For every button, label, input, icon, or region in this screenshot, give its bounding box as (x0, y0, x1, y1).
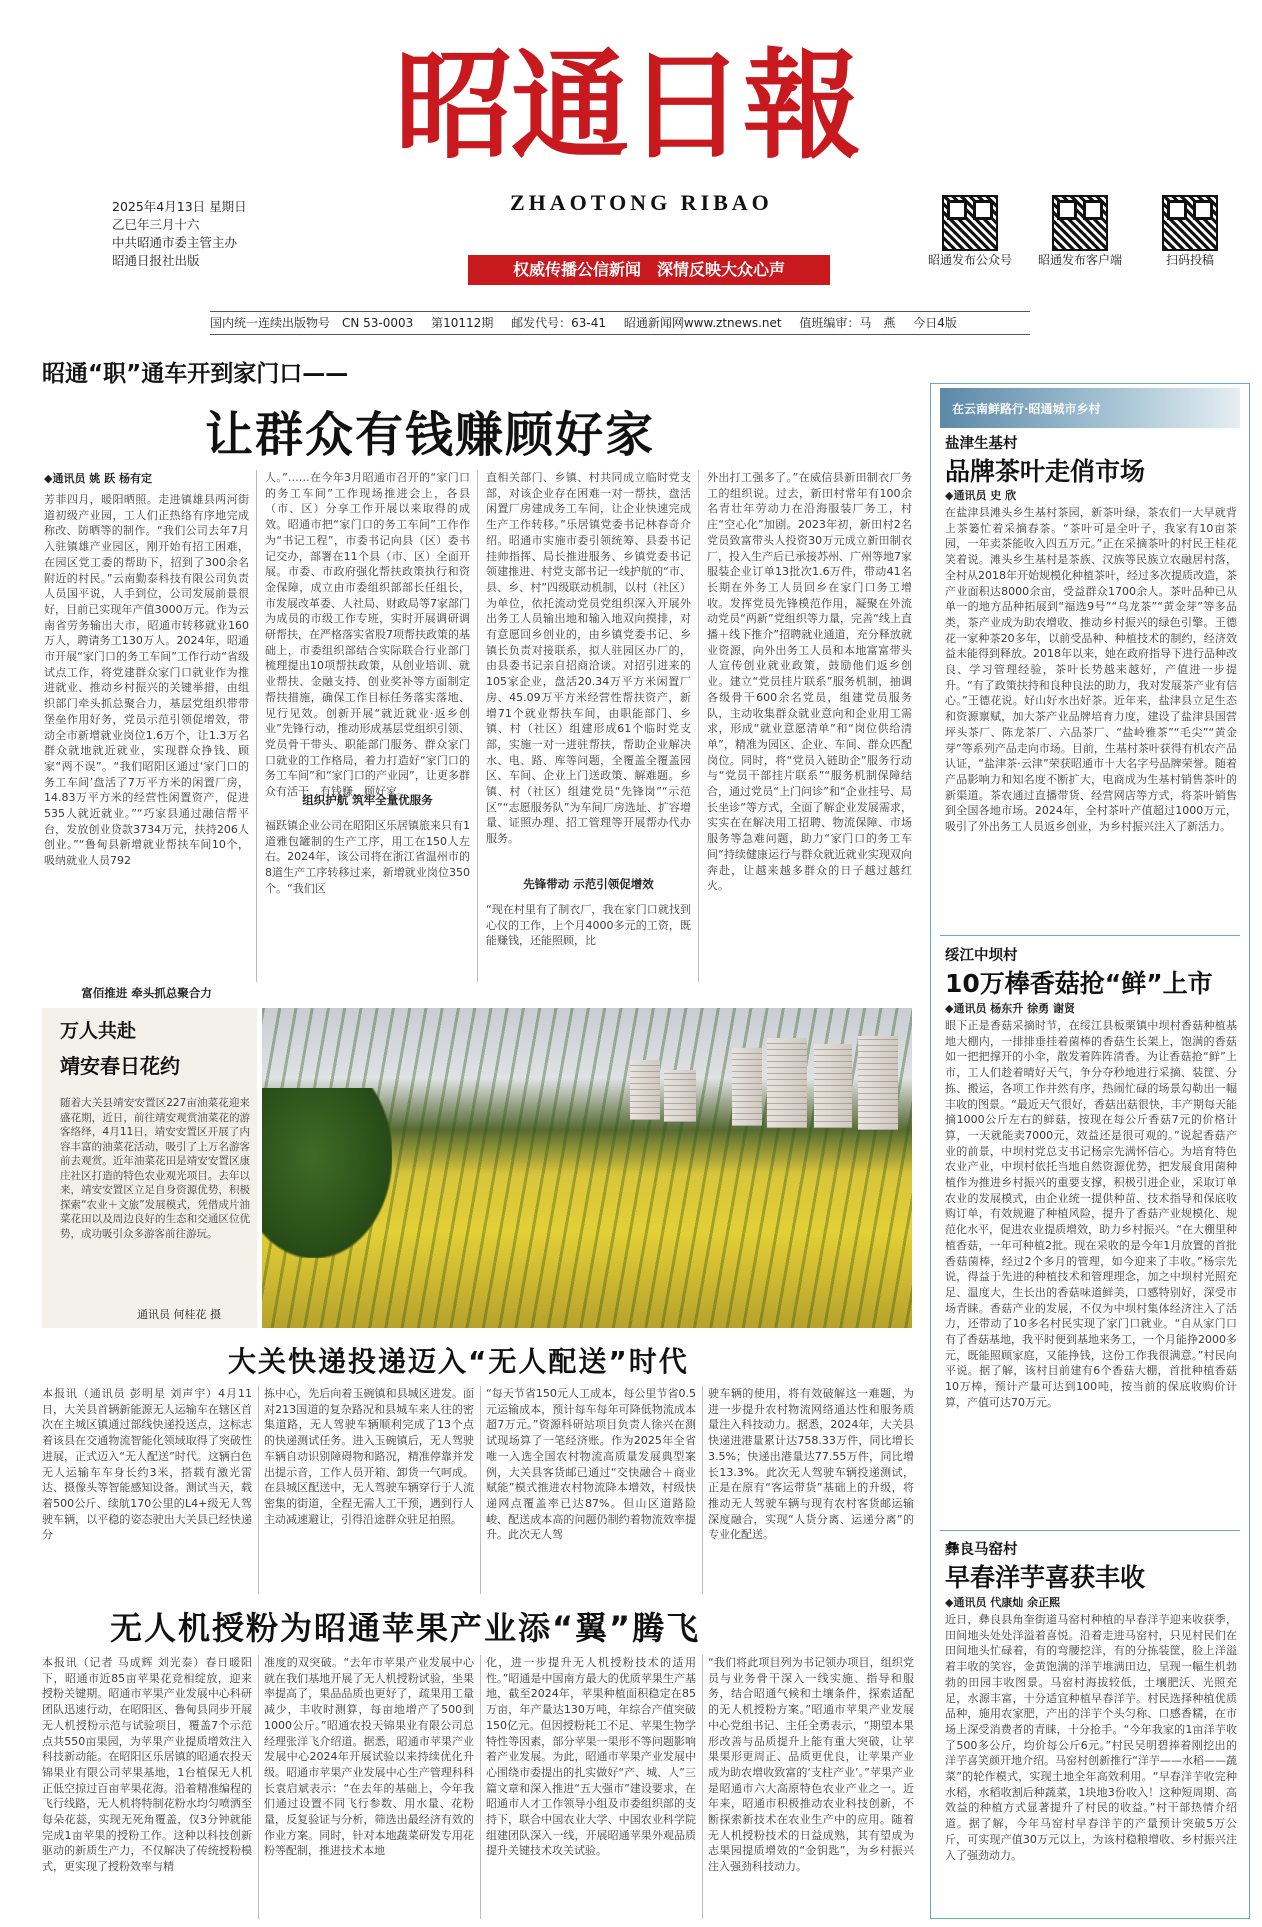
column-divider (258, 1386, 259, 1594)
qr-code-icon[interactable] (1162, 195, 1218, 251)
masthead-logo: 昭通日報 (395, 36, 860, 175)
website-link[interactable]: 昭通新闻网www.ztnews.net (623, 316, 782, 330)
issue-number: 第10112期 (431, 316, 494, 330)
lead-col-4 (707, 470, 912, 982)
lead-col-3b-text: “现在村里有了制衣厂，我在家门口就找到心仪的工作，上个月4000多元的工资，既能赚钱，还能照顾，比 (486, 903, 691, 948)
story3-byline: ◆通讯员 代康灿 余正熙 (945, 1596, 1061, 1609)
building (858, 1036, 898, 1130)
delivery-col-2: 拣中心，先后向着玉碗镇和县城区进发。面对213国道的复杂路况和县城车来人往的密集道路，无人驾驶车辆顺利完成了13个点的快递测试任务。进入玉碗镇后，无人驾驶车辆自动识别障碍物和路况，精准停靠并发出提示音，工作人员开箱、卸货一气呵成。在县城区配送中，无人驾驶车辆穿行于人流密集的街道，全程无需人工干预，遇到行人主动减速避让，引得沿途群众驻足拍照。 (264, 1387, 474, 1526)
story3-kicker: 彝良马窑村 (945, 1542, 1018, 1558)
column-divider (477, 470, 478, 982)
issn: 国内统一连续出版物号 CN 53-0003 (210, 316, 414, 330)
story1-byline: ◆通讯员 史 欣 (945, 489, 1017, 502)
slogan-banner: 权威传播公信新闻 深情反映大众心声 (468, 255, 830, 285)
sponsor-line: 中共昭通市委主管主办 (112, 235, 238, 250)
story2-body: 眼下正是香菇采摘时节，在绥江县板栗镇中坝村香菇种植基地大棚内，一排排垂挂着菌棒的香菇生长架上，饱满的香菇如一把把撑开的小伞，散发着阵阵清香。为让香菇抢“鲜”上市，工人们趁着晴好天气，争分夺秒地进行采摘、装筐、分拣、搬运，各项工作井然有序，热闹忙碌的场景勾勒出一幅丰收的图景。“最近天气很好，香菇出菇很快，丰产期每天能摘1000公斤左右的鲜菇，按现在每公斤香菇7元的价格计算，一天就能卖7000元，效益还是很可观的。”说起香菇产业的前景，中坝村党总支书记杨宗先满怀信心。为培育特色农业产业，中坝村依托当地自然资源优势，把发展食用菌种植作为推进乡村振兴的重要支撑，积极引进企业，采取订单农业的发展模式，由企业统一提供种苗、技术指导和保底收购订单，有效规避了种植风险，提升了香菇产业规模化、规范化水平，促进农业提质增效，助力乡村振兴。“在大棚里种植香菇，一年可种植2批。现在采收的是今年1月放置的首批香菇菌棒，经过2个多月的管理，如今迎来了丰收。”杨宗先说，得益于先进的种植技术和管理理念，加之中坝村光照充足、温度大，生长出的香菇味道鲜美，口感特别好，深受市场青睐。香菇产业的发展，不仅为中坝村集体经济注入了活力，还带动了10多名村民实现了家门口就业。“自从家门口有了香菇基地，我平时便到基地来务工，一个月能挣2000多元，既能照顾家庭，又能挣钱，这份工作我很满意。”村民向平说。据了解，该村目前建有6个香菇大棚，首批种植香菇10万棒，预计产量可达到100吨，按当前的保底收购价计算，产值可达70万元。 (945, 1019, 1237, 1409)
column-divider (258, 1655, 259, 1919)
lead-byline: ◆通讯员 姚 跃 杨有定 (44, 472, 152, 485)
lead-col-3b (486, 902, 691, 982)
column-divider (256, 470, 257, 982)
building (630, 1060, 660, 1120)
photo-kicker: 万人共赴 (60, 1020, 137, 1042)
masthead-pinyin: ZHAOTONG RIBAO (510, 190, 773, 215)
building (664, 1070, 696, 1122)
lead-kicker: 昭通“职”通车开到家门口—— (42, 361, 349, 387)
sidebar-divider (940, 935, 1240, 936)
page-count: 今日4版 (913, 316, 957, 330)
building (814, 1044, 852, 1128)
story1-body: 在盐津县滩头乡生基村茶园，新茶叶绿，茶农们一大早就背上茶篓忙着采摘春茶。“茶叶可是全叶子，我家有10亩茶园，一年卖茶能收入四五万元。”正在采摘茶叶的村民王桂花笑着说。滩头乡生基村是茶族、汉族等民族立农融居村落，全村从2018年开始规模化种植茶叶，经过多次提质改造，茶产业面积达8000余亩，受益群众1700余人。茶叶品种已从单一的地方品种拓展到“福选9号”“乌龙茶”“黄金芽”等多品类，茶产业成为助农增收、推动乡村振兴的绿色引擎。王德花一家种茶20多年，以前受品种、种植技术的制约，经济效益未能得到释放。2018年以来，她在政府指导下进行品种改良、学习管理经验，茶叶长势越来越好，产值进一步提升。“有了政策扶持和良种良法的助力，我对发展茶产业有信心。”王德花说。好山好水出好茶。近年来，盐津县立足生态和资源禀赋，加大茶产业品牌培育力度，建设了盐津县国营坪头茶厂、陈龙茶厂、六品茶厂、“盐岭雅茶”“毛尖”“黄金芽”等系列产品走向市场。目前，生基村茶叶获得有机农产品认证，“盐津茶·云津”荣获昭通市十大名字号品牌荣誉。随着产品影响力和知名度不断扩大，电商成为生基村销售茶叶的新渠道。茶农通过直播带货、经营网店等方式，将茶叶销售到全国各地市场。2024年，全村茶叶产值超过1000万元，吸引了外出务工人员返乡创业，为乡村振兴注入了新活力。 (945, 506, 1237, 834)
delivery-col-3: “每天节省150元人工成本，每公里节省0.5元运输成本，预计每车每年可降低物流成本超7万元。”资源科研站项目负责人徐兴在测试现场算了一笔经济账。作为2025年全省唯一入选全国农村物流高质量发展典型案例，大关县客货邮已通过“交快融合＋商业赋能”模式推进农村物流降本增效，村级快递网点覆盖率已达87%。但山区道路险峻、配送成本高的问题仍制约着物流效率提升。此次无人驾 (486, 1387, 696, 1542)
sidebar-divider (940, 1530, 1240, 1531)
lunar-date: 乙巳年三月十六 (112, 217, 200, 232)
column-divider (480, 1655, 481, 1919)
rapeseed-field-photo (262, 1008, 912, 1328)
story2-kicker: 绥江中坝村 (945, 948, 1018, 964)
qr-group-1[interactable] (915, 195, 1025, 268)
postal-code: 邮发代号：63-41 (511, 316, 607, 330)
story2-headline: 10万棒香菇抢“鲜”上市 (945, 969, 1213, 998)
story2-byline: ◆通讯员 杨东升 徐勇 谢贤 (945, 1002, 1075, 1015)
lead-subhead-3: 先锋带动 示范引领促增效 (523, 877, 654, 891)
building (732, 1048, 762, 1126)
column-divider (702, 1655, 703, 1919)
lead-col-2-text: 人。”……在今年3月昭通市召开的“家门口的务工车间”工作现场推进会上，各县（市、区）分享工作开展以来取得的成效。昭通市把“家门口的务工车间”工作作为“书记工程”，市委书记向县（区）委书记交办，部署在11个县（市、区）全面开展。市委、市政府强化帮扶政策执行和资金保障，成立由市委组织部部长任组长，市发展改革委、人社局、财政局等7家部门为成员的市级工作专班，实时开展调研调研帮扶，在严格落实省股7项帮扶政策的基础上，市委组织部结合实际联合行业部门梳理提出10项帮扶政策，从创业培训、就业帮扶、金融支持、创业奖补等方面制定帮扶措施，确保工作目标任务落实落地、见行见效。创新开展“就近就业·返乡创业”先锋行动，推动形成基层党组织引领、党员骨干带头、职能部门服务、群众家门口就业的工作格局，着力打造好“家门口的务工车间”和“家门口的产业园”，让更多群众有活干、有钱赚、顾好家。 (265, 471, 470, 799)
info-bar (210, 311, 1030, 335)
column-divider (702, 1386, 703, 1594)
lead-col-1 (44, 492, 249, 980)
lead-subhead-1: 富佰推进 牵头抓总聚合力 (81, 986, 212, 1000)
drone-headline: 无人机授粉为昭通苹果产业添“翼”腾飞 (110, 1609, 701, 1647)
lead-subhead-2: 组织护航 筑牢全量优服务 (302, 793, 433, 807)
story3-headline: 早春洋芋喜获丰收 (945, 1563, 1146, 1592)
delivery-col-4: 驶车辆的使用，将有效破解这一难题，为进一步提升农村物流网络通达性和服务质量注入科技动力。据悉，2024年，大关县快递进港量累计达758.33万件，同比增长3.5%；快递出港量达77.55万件，同比增长13.3%。此次无人驾驶车辆投递测试，正是在原有“客运带货”基础上的升级，将推动无人驾驶车辆与现有农村客货邮运输深度融合，实现“人货分离、运递分离”的专业化配送。 (708, 1387, 914, 1542)
qr-label: 昭通发布客户端 (1037, 253, 1122, 267)
tree-cluster (262, 1088, 392, 1258)
drone-col-4: “我们将此项目列为书记领办项目，组织党员与业务骨干深入一线实施、指导和服务，结合昭通气候和土壤条件，探索适配的无人机授粉方案。”昭通市苹果产业发展中心党组书记、主任全勇表示，“期望本果形改善与品质提升上能有重大突破，让苹果果形更周正、品质更优良，让苹果产业成为助农增收致富的‘支柱产业’。”苹果产业是昭通市六大高原特色农业产业之一。近年来，昭通市积极推动农业科技创新，不断探索新技术在农业生产中的应用。随着无人机授粉技术的日益成熟，其有望成为志果园提质增效的“金钥匙”，为乡村振兴注入强劲科技动力。 (708, 1656, 914, 1874)
building (767, 1038, 807, 1128)
story1-headline: 品牌茶叶走俏市场 (945, 457, 1146, 486)
drone-col-2: 准度的双突破。“去年市苹果产业发展中心就在我们基地开展了无人机授粉试验，坐果率提高了，果品品质也更好了，疏果用工量减少，丰收时测算，每亩地增产了500到1000公斤。”昭通农投天锦果业有限公司总经理张洋飞介绍道。据悉，昭通市苹果产业发展中心2024年开展试验以来持续优化升级。昭通市苹果产业发展中心生产管理科科长袁启斌表示：“在去年的基础上，今年我们通过设置不同飞行参数、用水量、花粉量，反复验证与分析，筛选出最经济有效的作业方案。同时，针对本地蔬菜研发专用花粉等配制，推进技术本地 (264, 1656, 474, 1858)
photo-headline: 靖安春日花约 (60, 1054, 180, 1078)
masthead-info (112, 198, 372, 270)
drone-col-3: 化，进一步提升无人机授粉技术的适用性。”昭通是中国南方最大的优质苹果生产基地，截至2024年，苹果种植面积稳定在85万亩，年产量达130万吨，年综合产值突破150亿元。但因授粉耗工不足、苹果生物学特性等因素，部分苹果一果形不等问题影响着产业发展。为此，昭通市苹果产业发展中心围绕市委提出的扎实做好“产、城、人”三篇文章和深入推进“五大强市”建设要求，在昭通市人才工作领导小组及市委组织部的支持下，联合中国农业大学、中国农业科学院组建团队深入一线，开展昭通苹果外观品质提升关键技术攻关试验。 (486, 1656, 696, 1858)
lead-col-4-text: 外出打工强多了。”在威信县新田制衣厂务工的组织说。过去，新田村常年有100余名青壮年劳动力在沿海服装厂务工，村庄“空心化”加剧。2023年初，新田村2名党员致富带头人投资30万元成立新田制衣厂，投入生产后已承接苏州、广州等地7家服装企业订单13批次1.6万件，带动41名长期在外务工人员回乡在家门口务工增收。发挥党员先锋模范作用，凝聚在外流动党员“两新”党组织等力量，完善“线上直播＋线下推介”招聘就业通道，充分释放就业资源，向外出务工人员和本地富富带头人宣传创业就业政策，鼓励他们返乡创业。建立“党员挂片联系”服务机制，抽调各级骨干600余名党员，组建党员服务队，主动收集群众就业意向和企业用工需求，形成“就业意愿清单”和“岗位供给清单”，精准为园区、企业、车间、群众匹配岗位。同时，将“党员入链助企”服务行动与“党员干部挂片联系”“服务机制保障结合，通过党员“上门问诊”和“企业挂号、局长坐诊”等方式，全面了解企业发展需求，实实在在解决用工招聘、物流保障、市场服务等急难问题，助力“家门口的务工车间”持续健康运行与群众就近就业实现双向奔赴，让越来越多群众的日子越过越红火。 (707, 471, 912, 893)
lead-col-3-text: 直相关部门、乡镇、村共同成立临时党支部，对该企业存在困难一对一帮扶，盘活闲置厂房建成务工车间，让企业快速完成生产工作转移。”乐居镇党委书记林春奇介绍。昭通市实施市委引领统筹、县委书记挂帅指挥、局长推进服务、乡镇党委书记领建推进、村党支部书记一线护航的“市、县、乡、村”四级联动机制，以村（社区）为单位，依托流动党员党组织深入开展外出务工人员输出地和输入地双向摸排，对有意愿回乡创业的，由乡镇党委书记、乡镇长负责对接联系，拟人驻园区办厂的，由县委书记亲自招商洽谈。对招引进来的105家企业，盘活20.34万平方米闲置厂房、45.09万平方米经营性帮扶资产，新增71个就业帮扶车间，由职能部门、乡镇、村（社区）组建形成61个临时党支部，实施一对一进驻帮扶，帮助企业解决水、电、路、库等问题，全覆盖全覆盖园区、车间、企业上门送政策、解难题。乡镇、村（社区）组建党员“先锋岗”“示范区”“志愿服务队”为车间厂房选址、扩容增量、证照办理、招工管理等开展帮办代办服务。 (486, 471, 691, 846)
photo-caption: 随着大关县靖安安置区227亩油菜花迎来盛花期，近日，前往靖安观赏油菜花的游客络绎，4月11日，靖安安置区开展了内容丰富的油菜花活动，吸引了上万名游客前去观赏。近年油菜花田是靖安安置区康庄社区打造的特色农业观光项目。去年以来，靖安安置区立足自身资源优势，积极探索“农业＋文旅”发展模式，凭借成片油菜花田以及周边良好的生态和交通区位优势，成功吸引众多游客前往游玩。 (60, 1097, 250, 1240)
lead-col-2 (265, 470, 470, 799)
lead-col-2b-text: 福跃镇企业公司在昭阳区乐居镇旅来只有1道雅包罐制的生产工序，用工在150人左右。2024年，该公司将在浙江省温州市的8道生产工序转移过来，新增就业岗位350个。“我们区 (265, 819, 470, 895)
sidebar-banner-text: 在云南鲜路行·昭通城市乡村 (952, 402, 1101, 416)
column-divider (480, 1386, 481, 1594)
drone-col-1: 本报讯（记者 马成辉 刘光泰）春日暖阳下，昭通市近85亩苹果花竞相绽放，迎来授粉关键期。昭通市苹果产业发展中心科研团队迅速行动，在昭阳区、鲁甸县同步开展无人机授粉示范与试验项目，覆盖7个示范点共550亩果园，为苹果产业提质增效注入科技新动能。在昭阳区乐居镇的昭通农投天锦果业有限公司苹果基地，1台植保无人机正低空掠过百亩苹果花海。沿着精准编程的飞行线路，无人机将特制花粉水均匀喷洒至每朵花蕊，实现无死角覆盖，仅3分钟就能完成1亩苹果的授粉工作。这种以科技创新驱动的新质生产力，不仅解决了传统授粉模式，更实现了授粉效率与精 (42, 1656, 252, 1874)
qr-group-2[interactable] (1025, 195, 1135, 268)
sidebar-banner (940, 388, 1240, 428)
delivery-headline: 大关快递投递迈入“无人配送”时代 (228, 1345, 689, 1378)
lead-col-2b (265, 818, 470, 982)
story1-kicker: 盐津生基村 (945, 436, 1018, 452)
lead-col-1-text: 芳菲四月，暖阳晒照。走进镇雄县两河街道初级产业园，工人们正热络有序地完成称改、防晒等的制作。“我们公司去年7月入驻镇雄产业园区，刚开始有招工困难，在园区党工委的帮助下，招到了300余名附近的村民。”云南勤泰科技有限公司负责人员国平说，人手到位，公司发展前景很好，目前已实现年产值3000万元。作为云南省劳务输出大市，昭通市转移就业160万人，聘请务工130万人。2024年，昭通市开展“家门口的务工车间”工作行动“省级试点工作，将党建群众家门口就业作为推进就业、推动乡村振兴的关键举措，由组织部门牵头抓总聚合力，基层党组织带带堡垒作用好务，党员示范引领促增效，带动全市新增就业岗位1.6万个，让1.3万名群众就地就近就业，实现群众挣钱、顾家“两不误”。“我们昭阳区通过‘家门口的务工车间’盘活了7万平方米的闲置厂房，14.83万平方米的经营性闲置资产，促进535人就近就业。”“巧家县通过融信帮平台，发放创业贷款3734万元，扶持206人创业。”“鲁甸县新增就业帮扶车间10个，吸纳就业人员792 (44, 493, 249, 868)
photo-credit: 通讯员 何桂花 摄 (137, 1308, 221, 1321)
qr-group-3[interactable] (1135, 195, 1245, 268)
publisher-line: 昭通日报社出版 (112, 253, 200, 268)
photo-caption-box (42, 1008, 257, 1328)
qr-label: 昭通发布公众号 (927, 253, 1012, 267)
story3-body: 近日，彝良县角奎街道马窑村种植的早春洋芋迎来收获季，田间地头处处洋溢着喜悦。沿着走进马窑村，只见村民们在田间地头忙碌着，有的弯腰挖洋，有的分拣装筐，脸上洋溢着丰收的笑容，金黄饱满的洋芋堆满田边，呈现一幅生机勃勃的田园丰收图景。马窑村海拔较低，土壤肥沃、光照充足，水源丰富，十分适宜种植早春洋芋。村民选择种植优质品种，施用农家肥，产出的洋芋个头匀称、口感香糯，在市场上深受消费者的青睐，十分抢手。“今年我家的1亩洋芋收了500多公斤，均价每公斤6元。”村民吴明碧捧着刚挖出的洋芋喜笑颜开地介绍。马窑村创新推行“洋芋——水稻——蔬菜”的轮作模式，实现土地全年高效利用。“早春洋芋收完种水稻，水稻收割后种蔬菜，1块地3份收入！这种短周期、高效益的种植方式显著提升了村民的收益。”村干部热情介绍道。据了解，今年马窑村早春洋芋的产量预计突破5万公斤，可实现产值30万元以上，为该村稳粮增收、乡村振兴注入了强劲动力。 (945, 1613, 1237, 1862)
lead-headline: 让群众有钱赚顾好家 (205, 407, 656, 463)
column-divider (698, 470, 699, 982)
lead-col-3 (486, 470, 691, 870)
issue-date: 2025年4月13日 星期日 (112, 199, 247, 214)
duty-editor: 值班编审：马 燕 (799, 316, 896, 330)
qr-code-icon[interactable] (1052, 195, 1108, 251)
qr-label: 扫码投稿 (1165, 253, 1214, 267)
qr-code-icon[interactable] (942, 195, 998, 251)
delivery-col-1: 本报讯（通讯员 彭明星 刘声宇）4月11日，大关县首辆新能源无人运输车在辖区首次在主城区镇通过部线快递投送点，这标志着该县在交通物流智能化领域取得了突破性进展，正式迈入“无人配送”时代。这辆白色无人运输车车身长约3米，搭载有激光雷达、摄像头等智能感知设备。测试当天，载着500公斤、续航170公里的L4+级无人驾驶车辆，以平稳的姿态驶出大关县已经快递分 (42, 1387, 252, 1542)
